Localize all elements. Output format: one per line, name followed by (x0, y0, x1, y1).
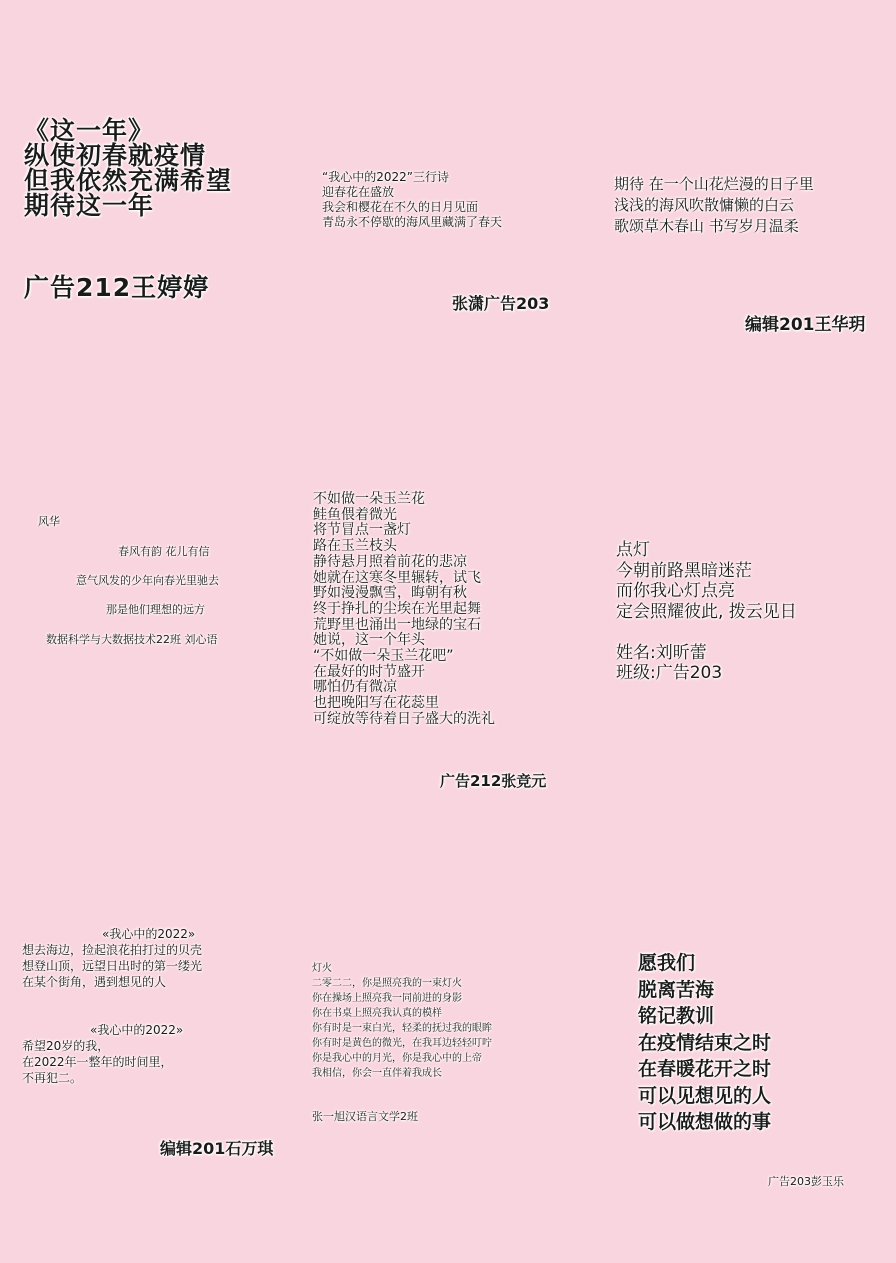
poem-line: 鲑鱼偎着微光 (313, 506, 397, 523)
poem-line: 不如做一朵玉兰花 (313, 491, 425, 507)
poem-block-9 (638, 950, 771, 1136)
author-class: 班级:广告203 (616, 663, 723, 683)
poem-line: 想登山顶，远望日出时的第一缕光 (22, 959, 203, 973)
poem-line: 野如漫漫飘雪，晦朝有秋 (313, 585, 467, 602)
poem-line: 歌颂草木春山 书写岁月温柔 (614, 217, 799, 235)
poem-line: 可绽放等待着日子盛大的洗礼 (313, 710, 495, 727)
poem-title: 灯火 (312, 963, 332, 974)
poem-line: 不再犯二。 (22, 1071, 83, 1085)
poem-line: 她说，这一个年头 (313, 632, 425, 649)
poem-line: 荒野里也涌出一地绿的宝石 (313, 616, 481, 633)
poem-line: 也把晚阳写在花蕊里 (313, 695, 439, 712)
poem-block-1 (24, 118, 232, 218)
spacer (22, 990, 202, 1022)
author-signature-1: 广告212王婷婷 (24, 273, 210, 302)
poem-line: 想去海边，捡起浪花拍打过的贝壳 (22, 943, 203, 957)
poem-line: 铭记教训 (638, 1005, 715, 1027)
author-name: 姓名:刘昕蕾 (616, 642, 707, 663)
poem-line: 终于挣扎的尘埃在光里起舞 (313, 600, 481, 617)
poem-title: 点灯 (616, 540, 650, 560)
poem-line: “不如做一朵玉兰花吧” (313, 648, 454, 665)
poem-line: 愿我们 (638, 952, 696, 974)
poem-block-3 (614, 174, 814, 237)
poem-line: 二零二二，你是照亮我的一束灯火 (312, 978, 462, 989)
poem-line: 静待悬月照着前花的悲凉 (313, 553, 467, 570)
poem-line: 在疫情结束之时 (638, 1031, 772, 1054)
poem-line: 她就在这寒冬里辗转，试飞 (313, 569, 481, 586)
poem-line: 可以做想做的事 (638, 1111, 772, 1133)
poem-line: 意气风发的少年向春光里驰去 (76, 574, 219, 587)
poem-line: 在春暖花开之时 (638, 1058, 772, 1080)
poem-line: 但我依然充满希望 (24, 166, 233, 195)
poem-line: 期待这一年 (24, 191, 155, 220)
poem-line: 你在操场上照亮我一同前进的身影 (312, 993, 462, 1004)
poem-line: 你有时是一束白光，轻柔的抚过我的眼眸 (312, 1023, 492, 1034)
poem-line: 在最好的时节盛开 (313, 663, 425, 680)
poem-title: “我心中的2022”三行诗 (322, 170, 449, 184)
poem-block-2 (322, 170, 502, 230)
poem-title: 风华 (38, 515, 60, 528)
poem-line: 我会和樱花在不久的日月见面 (322, 200, 479, 214)
poem-title: «我心中的2022» (102, 927, 196, 941)
poem-line: 期待 在一个山花烂漫的日子里 (614, 175, 814, 193)
poem-block-6 (616, 540, 797, 684)
author-signature-9: 广告203彭玉乐 (768, 1175, 844, 1188)
poem-line: 浅浅的海风吹散慵懒的白云 (614, 196, 795, 214)
poem-title: «我心中的2022» (90, 1023, 184, 1037)
poem-line: 哪怕仍有微凉 (313, 679, 397, 696)
author-signature-4: 数据科学与大数据技术22班 刘心语 (46, 633, 218, 646)
poem-line: 迎春花在盛放 (322, 185, 395, 199)
poem-line: 今朝前路黑暗迷茫 (616, 560, 752, 581)
poem-line: 你有时是黄色的微光，在我耳边轻轻叮咛 (312, 1038, 492, 1049)
poem-line: 定会照耀彼此, 拨云见日 (616, 601, 797, 622)
author-signature-2: 张潇广告203 (452, 294, 550, 313)
author-signature-7: 编辑201石万琪 (160, 1139, 274, 1158)
author-signature-8: 张一旭汉语言文学2班 (312, 1110, 418, 1123)
poem-line: 我相信，你会一直伴着我成长 (312, 1068, 442, 1079)
poem-line: 你是我心中的月光，你是我心中的上帝 (312, 1053, 482, 1064)
poem-block-7 (22, 926, 202, 1086)
poem-line: 脱离苦海 (638, 978, 715, 1001)
spacer (616, 622, 797, 643)
poem-line: 在某个街角，遇到想见的人 (22, 975, 167, 989)
poem-line: 青岛永不停歇的海风里藏满了春天 (322, 215, 503, 229)
poem-block-8 (312, 961, 492, 1081)
poem-line: 春风有韵 花儿有信 (118, 545, 210, 558)
poem-line: 将节冒点一盏灯 (313, 522, 411, 539)
poem-line: 《这一年》 (24, 116, 155, 145)
poem-line: 希望20岁的我， (22, 1039, 110, 1053)
author-signature-5: 广告212张竞元 (440, 772, 547, 790)
poem-line: 你在书桌上照亮我认真的模样 (312, 1008, 442, 1019)
poem-line: 在2022年一整年的时间里， (22, 1055, 173, 1069)
poem-line: 可以见想见的人 (638, 1084, 772, 1107)
poem-line: 而你我心灯点亮 (616, 581, 735, 601)
poem-line: 纵使初春就疫情 (24, 141, 207, 170)
poem-block-5 (313, 492, 495, 728)
author-signature-3: 编辑201王华玥 (745, 315, 866, 335)
poem-line: 那是他们理想的远方 (106, 603, 205, 616)
poem-line: 路在玉兰枝头 (313, 538, 397, 555)
